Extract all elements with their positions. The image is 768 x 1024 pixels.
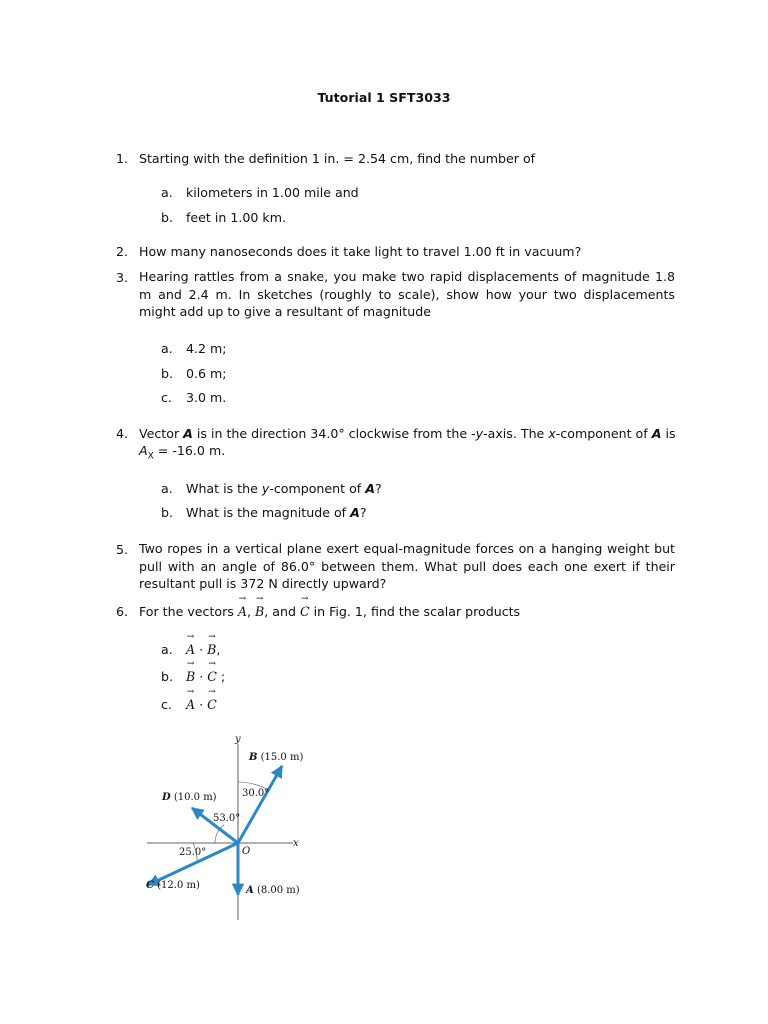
q2-number: 2. [116, 244, 129, 259]
q1a-label: a. [161, 185, 173, 200]
q4-number: 4. [116, 426, 129, 441]
q6a-expr: → A · → B, [186, 642, 220, 657]
q4a-label: a. [161, 481, 173, 496]
vector-b-arrow [238, 766, 282, 843]
q5-text: Two ropes in a vertical plane exert equal-magnitude forces on a hanging weight but pull with an angle of 86.0° between them. What pull does each one exert if their resultant pull is 372 N directly upward? [139, 541, 675, 591]
vector-c-label: C (12.0 m) [146, 880, 200, 891]
x-axis-label: x [293, 838, 299, 849]
angle-b-label: 30.0° [242, 788, 270, 799]
q1b-text: feet in 1.00 km. [186, 210, 286, 225]
q2-text: How many nanoseconds does it take light to travel 1.00 ft in vacuum? [139, 244, 582, 259]
page-title: Tutorial 1 SFT3033 [317, 90, 451, 105]
vector-a-label: A (8.00 m) [246, 885, 300, 896]
q6c-label: c. [161, 697, 172, 712]
vector-figure [145, 730, 310, 922]
angle-c-label: 25.0° [179, 847, 207, 858]
q6b-label: b. [161, 669, 173, 684]
q1-number: 1. [116, 151, 129, 166]
q4-ax-line: $A_X = -16.0$ m. [139, 443, 226, 462]
q5-number: 5. [116, 542, 129, 557]
q3b-text: 0.6 m; [186, 366, 227, 381]
q1a-text: kilometers in 1.00 mile and [186, 185, 359, 200]
q4a-text: What is the y-component of A? [186, 481, 382, 496]
q3c-label: c. [161, 390, 172, 405]
q6b-expr: → B · → C ; [186, 669, 225, 684]
q3c-text: 3.0 m. [186, 390, 227, 405]
q1b-label: b. [161, 210, 173, 225]
q6-number: 6. [116, 604, 129, 619]
angle-d-label: 53.0° [213, 813, 241, 824]
vector-d-label: D (10.0 m) [162, 792, 217, 803]
q4b-text: What is the magnitude of A? [186, 505, 367, 520]
q3b-label: b. [161, 366, 173, 381]
q4-text: Vector A is in the direction 34.0° clockwise from the -y-axis. The x-component of A is [139, 426, 676, 441]
q3a-text: 4.2 m; [186, 341, 227, 356]
origin-label: O [242, 846, 251, 857]
q3-number: 3. [116, 270, 129, 285]
q6c-expr: → A · → C [186, 697, 217, 712]
q3a-label: a. [161, 341, 173, 356]
y-axis-label: y [235, 734, 241, 745]
vector-b-label: B (15.0 m) [249, 752, 304, 763]
q6a-label: a. [161, 642, 173, 657]
q3-text: Hearing rattles from a snake, you make two rapid displacements of magnitude 1.8 m and 2.4 m. In sketches (roughly to scale), show how your two displacements might add up to give a resultant of magnitude [139, 269, 675, 319]
q6-text: For the vectors → A, → B, and → C in Fig. 1, find the scalar products [139, 604, 520, 619]
q1-text: Starting with the definition 1 in. = 2.54 cm, find the number of [139, 151, 536, 166]
q4b-label: b. [161, 505, 173, 520]
